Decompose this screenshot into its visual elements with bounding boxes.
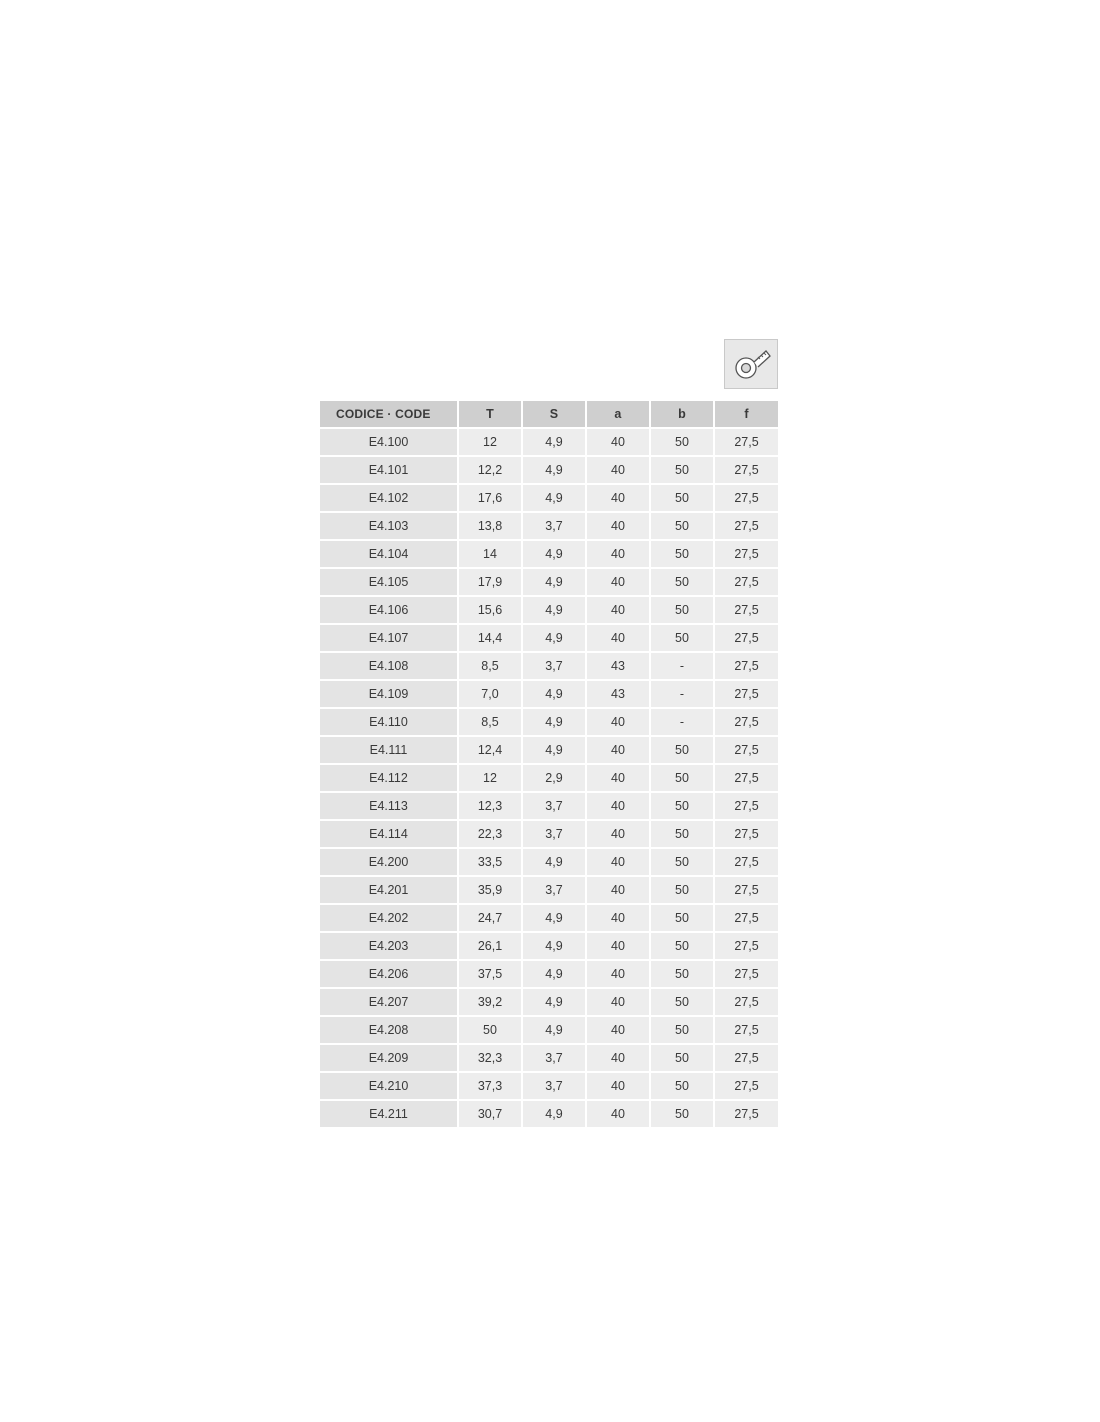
cell-s: 4,9 <box>522 988 586 1016</box>
cell-f: 27,5 <box>714 624 778 652</box>
cell-code: E4.108 <box>320 652 458 680</box>
cell-t: 7,0 <box>458 680 522 708</box>
table-row <box>320 512 778 540</box>
cell-a: 40 <box>586 792 650 820</box>
cell-code: E4.208 <box>320 1016 458 1044</box>
table-row <box>320 680 778 708</box>
table-row <box>320 1016 778 1044</box>
table-row <box>320 708 778 736</box>
cell-code: E4.104 <box>320 540 458 568</box>
cell-a: 40 <box>586 512 650 540</box>
cell-s: 4,9 <box>522 680 586 708</box>
cell-code: E4.103 <box>320 512 458 540</box>
cell-a: 40 <box>586 540 650 568</box>
cell-s: 3,7 <box>522 792 586 820</box>
cell-a: 40 <box>586 988 650 1016</box>
measuring-tape-icon <box>725 346 777 382</box>
cell-t: 12,2 <box>458 456 522 484</box>
cell-a: 40 <box>586 624 650 652</box>
cell-code: E4.206 <box>320 960 458 988</box>
table-row <box>320 1100 778 1127</box>
cell-s: 4,9 <box>522 456 586 484</box>
table-row <box>320 960 778 988</box>
table-row <box>320 484 778 512</box>
cell-code: E4.202 <box>320 904 458 932</box>
cell-a: 43 <box>586 652 650 680</box>
cell-s: 4,9 <box>522 904 586 932</box>
cell-f: 27,5 <box>714 484 778 512</box>
cell-a: 40 <box>586 736 650 764</box>
cell-t: 24,7 <box>458 904 522 932</box>
measuring-tape-icon-box <box>724 339 778 389</box>
column-header-s: S <box>522 401 586 428</box>
cell-a: 40 <box>586 904 650 932</box>
cell-f: 27,5 <box>714 1100 778 1127</box>
cell-t: 12 <box>458 428 522 456</box>
cell-code: E4.210 <box>320 1072 458 1100</box>
cell-code: E4.200 <box>320 848 458 876</box>
cell-f: 27,5 <box>714 764 778 792</box>
cell-s: 2,9 <box>522 764 586 792</box>
table-row <box>320 932 778 960</box>
cell-b: 50 <box>650 512 714 540</box>
cell-code: E4.112 <box>320 764 458 792</box>
cell-f: 27,5 <box>714 708 778 736</box>
cell-a: 40 <box>586 764 650 792</box>
cell-s: 4,9 <box>522 708 586 736</box>
cell-f: 27,5 <box>714 652 778 680</box>
cell-b: 50 <box>650 1016 714 1044</box>
cell-t: 14,4 <box>458 624 522 652</box>
cell-a: 40 <box>586 876 650 904</box>
cell-t: 37,5 <box>458 960 522 988</box>
spec-table-container <box>320 401 778 1127</box>
cell-f: 27,5 <box>714 792 778 820</box>
cell-t: 17,6 <box>458 484 522 512</box>
cell-s: 4,9 <box>522 848 586 876</box>
cell-code: E4.102 <box>320 484 458 512</box>
cell-b: - <box>650 680 714 708</box>
cell-a: 40 <box>586 708 650 736</box>
cell-code: E4.113 <box>320 792 458 820</box>
cell-t: 12,3 <box>458 792 522 820</box>
table-body <box>320 428 778 1127</box>
cell-s: 3,7 <box>522 1044 586 1072</box>
column-header-code: CODICE · CODE <box>320 401 458 428</box>
cell-b: 50 <box>650 540 714 568</box>
cell-f: 27,5 <box>714 428 778 456</box>
cell-a: 43 <box>586 680 650 708</box>
cell-code: E4.201 <box>320 876 458 904</box>
cell-b: 50 <box>650 428 714 456</box>
cell-code: E4.207 <box>320 988 458 1016</box>
spec-table <box>320 401 778 1127</box>
table-row <box>320 1044 778 1072</box>
cell-t: 39,2 <box>458 988 522 1016</box>
cell-b: 50 <box>650 596 714 624</box>
cell-t: 12 <box>458 764 522 792</box>
cell-f: 27,5 <box>714 960 778 988</box>
table-header-row <box>320 401 778 428</box>
table-row <box>320 736 778 764</box>
cell-a: 40 <box>586 820 650 848</box>
cell-b: 50 <box>650 484 714 512</box>
cell-a: 40 <box>586 484 650 512</box>
cell-b: 50 <box>650 904 714 932</box>
cell-b: 50 <box>650 820 714 848</box>
cell-s: 4,9 <box>522 540 586 568</box>
cell-code: E4.111 <box>320 736 458 764</box>
cell-s: 3,7 <box>522 876 586 904</box>
cell-s: 4,9 <box>522 428 586 456</box>
cell-t: 8,5 <box>458 652 522 680</box>
table-row <box>320 652 778 680</box>
cell-b: 50 <box>650 624 714 652</box>
cell-a: 40 <box>586 1016 650 1044</box>
cell-a: 40 <box>586 848 650 876</box>
cell-s: 4,9 <box>522 932 586 960</box>
cell-t: 32,3 <box>458 1044 522 1072</box>
cell-code: E4.106 <box>320 596 458 624</box>
table-row <box>320 876 778 904</box>
cell-b: 50 <box>650 764 714 792</box>
column-header-b: b <box>650 401 714 428</box>
cell-a: 40 <box>586 1044 650 1072</box>
cell-code: E4.100 <box>320 428 458 456</box>
column-header-a: a <box>586 401 650 428</box>
table-row <box>320 820 778 848</box>
cell-t: 22,3 <box>458 820 522 848</box>
cell-t: 30,7 <box>458 1100 522 1127</box>
cell-b: 50 <box>650 988 714 1016</box>
cell-b: 50 <box>650 792 714 820</box>
cell-t: 50 <box>458 1016 522 1044</box>
table-row <box>320 624 778 652</box>
cell-code: E4.109 <box>320 680 458 708</box>
cell-f: 27,5 <box>714 1044 778 1072</box>
column-header-t: T <box>458 401 522 428</box>
cell-code: E4.107 <box>320 624 458 652</box>
table-row <box>320 764 778 792</box>
table-row <box>320 988 778 1016</box>
cell-b: 50 <box>650 876 714 904</box>
cell-s: 3,7 <box>522 512 586 540</box>
cell-f: 27,5 <box>714 848 778 876</box>
cell-t: 15,6 <box>458 596 522 624</box>
table-row <box>320 428 778 456</box>
cell-t: 37,3 <box>458 1072 522 1100</box>
cell-f: 27,5 <box>714 876 778 904</box>
cell-s: 4,9 <box>522 1100 586 1127</box>
cell-t: 35,9 <box>458 876 522 904</box>
cell-s: 3,7 <box>522 652 586 680</box>
cell-f: 27,5 <box>714 596 778 624</box>
cell-b: 50 <box>650 736 714 764</box>
table-row <box>320 540 778 568</box>
cell-s: 4,9 <box>522 624 586 652</box>
cell-s: 4,9 <box>522 1016 586 1044</box>
cell-f: 27,5 <box>714 1016 778 1044</box>
cell-f: 27,5 <box>714 904 778 932</box>
table-row <box>320 792 778 820</box>
cell-b: 50 <box>650 1100 714 1127</box>
cell-b: - <box>650 652 714 680</box>
cell-code: E4.110 <box>320 708 458 736</box>
table-row <box>320 904 778 932</box>
cell-t: 13,8 <box>458 512 522 540</box>
cell-b: 50 <box>650 456 714 484</box>
cell-s: 4,9 <box>522 736 586 764</box>
cell-f: 27,5 <box>714 932 778 960</box>
cell-code: E4.105 <box>320 568 458 596</box>
cell-a: 40 <box>586 1072 650 1100</box>
table-row <box>320 596 778 624</box>
cell-a: 40 <box>586 932 650 960</box>
cell-s: 3,7 <box>522 820 586 848</box>
cell-f: 27,5 <box>714 988 778 1016</box>
table-row <box>320 568 778 596</box>
cell-s: 4,9 <box>522 596 586 624</box>
cell-s: 4,9 <box>522 960 586 988</box>
cell-a: 40 <box>586 568 650 596</box>
cell-t: 14 <box>458 540 522 568</box>
cell-a: 40 <box>586 428 650 456</box>
cell-s: 3,7 <box>522 1072 586 1100</box>
cell-a: 40 <box>586 456 650 484</box>
cell-s: 4,9 <box>522 568 586 596</box>
cell-a: 40 <box>586 1100 650 1127</box>
cell-t: 17,9 <box>458 568 522 596</box>
cell-f: 27,5 <box>714 568 778 596</box>
cell-t: 33,5 <box>458 848 522 876</box>
cell-s: 4,9 <box>522 484 586 512</box>
table-row <box>320 848 778 876</box>
table-row <box>320 456 778 484</box>
cell-a: 40 <box>586 960 650 988</box>
cell-a: 40 <box>586 596 650 624</box>
cell-b: 50 <box>650 848 714 876</box>
cell-code: E4.211 <box>320 1100 458 1127</box>
cell-b: 50 <box>650 960 714 988</box>
cell-f: 27,5 <box>714 680 778 708</box>
cell-b: 50 <box>650 1072 714 1100</box>
cell-code: E4.203 <box>320 932 458 960</box>
cell-f: 27,5 <box>714 1072 778 1100</box>
cell-b: 50 <box>650 568 714 596</box>
column-header-f: f <box>714 401 778 428</box>
cell-code: E4.114 <box>320 820 458 848</box>
cell-f: 27,5 <box>714 736 778 764</box>
table-row <box>320 1072 778 1100</box>
cell-b: - <box>650 708 714 736</box>
cell-code: E4.209 <box>320 1044 458 1072</box>
cell-t: 26,1 <box>458 932 522 960</box>
cell-b: 50 <box>650 1044 714 1072</box>
cell-t: 12,4 <box>458 736 522 764</box>
cell-code: E4.101 <box>320 456 458 484</box>
cell-f: 27,5 <box>714 456 778 484</box>
cell-f: 27,5 <box>714 512 778 540</box>
cell-f: 27,5 <box>714 540 778 568</box>
cell-b: 50 <box>650 932 714 960</box>
cell-t: 8,5 <box>458 708 522 736</box>
cell-f: 27,5 <box>714 820 778 848</box>
